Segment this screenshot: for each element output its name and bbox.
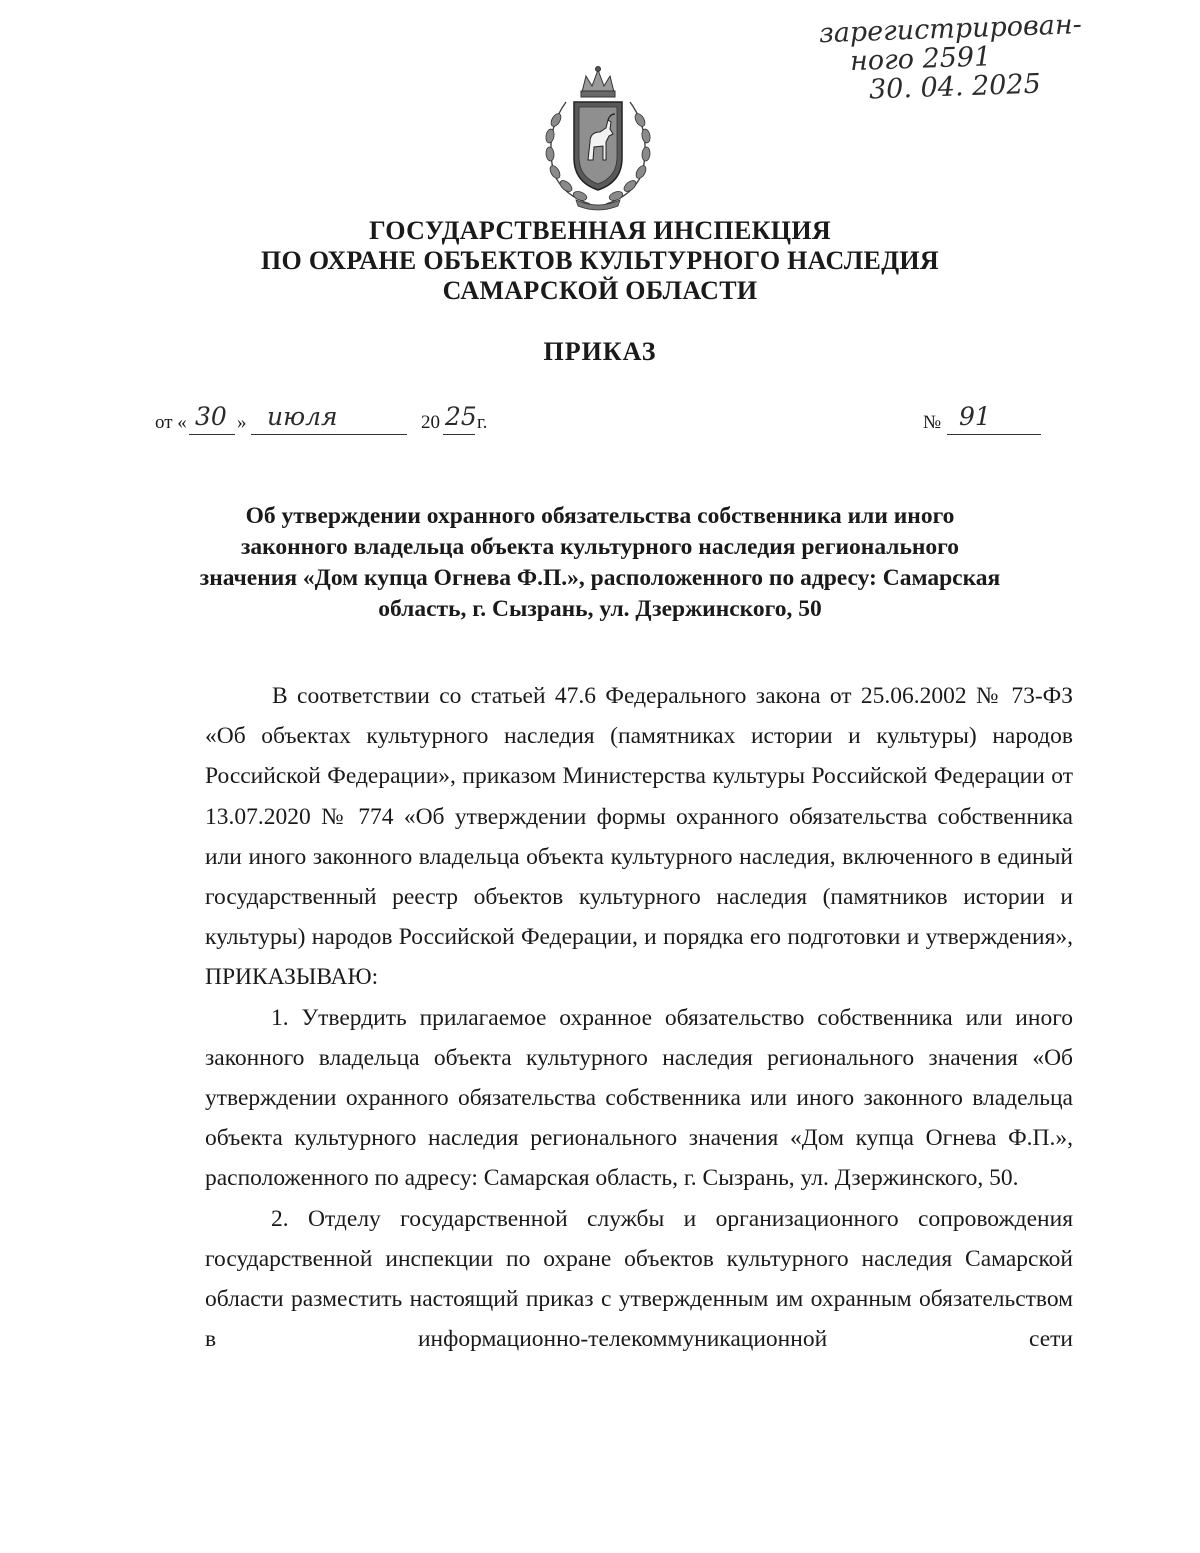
- date-month-handwritten: июля: [267, 402, 338, 431]
- number-label: №: [923, 412, 942, 433]
- date-year-handwritten: 25: [445, 402, 477, 431]
- document-type-title: ПРИКАЗ: [543, 337, 657, 366]
- registration-note-line: 30. 04. 2025: [868, 68, 1042, 106]
- number-handwritten: 91: [959, 402, 991, 431]
- preamble-paragraph: В соответствии со статьей 47.6 Федерального закона от 25.06.2002 № 73-ФЗ «Об объектах культурного наследия (памятниках истории и культуры) народов Российской Федерации», приказом Министерства культуры Российской Федерации от 13.07.2020 № 774 «Об утверждении формы охранного обязательства собственника или иного законного владельца объекта культурного наследия, включенного в единый государственный реестр объектов культурного наследия (памятников истории и культуры) народов Российской Федерации, и порядка его подготовки и утверждения», ПРИКАЗЫВАЮ:: [205, 683, 1073, 991]
- handwritten-registration-note: [819, 9, 1122, 106]
- date-year-suffix: г.: [477, 412, 488, 433]
- subject-line: законного владельца объекта культурного наследия регионального: [240, 534, 960, 560]
- registration-note-line: зарегистрирован-: [818, 9, 1083, 50]
- organization-name-line: ПО ОХРАНЕ ОБЪЕКТОВ КУЛЬТУРНОГО НАСЛЕДИЯ: [261, 246, 939, 275]
- organization-name-line: САМАРСКОЙ ОБЛАСТИ: [442, 276, 758, 305]
- registration-note-line: ного 2591: [849, 41, 992, 78]
- subject-line: Об утверждении охранного обязательства собственника или иного: [245, 503, 955, 529]
- subject-line: область, г. Сызрань, ул. Дзержинского, 50: [378, 596, 822, 622]
- order-item-2: 2. Отделу государственной службы и организационного сопровождения государственной инспекции по охране объектов культурного наследия Самарской области разместить настоящий приказ с утвержденным им охранным обязательством в информационно-телекоммуникационной сети: [205, 1205, 1073, 1353]
- date-prefix: от «: [155, 412, 187, 433]
- order-subject: [160, 501, 1040, 625]
- order-item-1: 1. Утвердить прилагаемое охранное обязательство собственника или иного законного владельца объекта культурного наследия регионального значения «Об утверждении охранного обязательства собственника или иного законного владельца объекта культурного наследия регионального значения «Дом купца Огнева Ф.П.», расположенного по адресу: Самарская область, г. Сызрань, ул. Дзержинского, 50.: [205, 1004, 1073, 1192]
- subject-line: значения «Дом купца Огнева Ф.П.», расположенного по адресу: Самарская: [199, 565, 1001, 591]
- organization-name-line: ГОСУДАРСТВЕННАЯ ИНСПЕКЦИЯ: [369, 216, 831, 245]
- samara-coat-of-arms-icon: [538, 62, 658, 212]
- order-body: [205, 676, 1073, 1359]
- date-day-handwritten: 30: [195, 402, 227, 431]
- date-quote-close: »: [237, 412, 247, 433]
- date-year-prefix: 20: [421, 412, 440, 433]
- organization-name: [180, 216, 1020, 306]
- date-number-line: [155, 402, 1055, 438]
